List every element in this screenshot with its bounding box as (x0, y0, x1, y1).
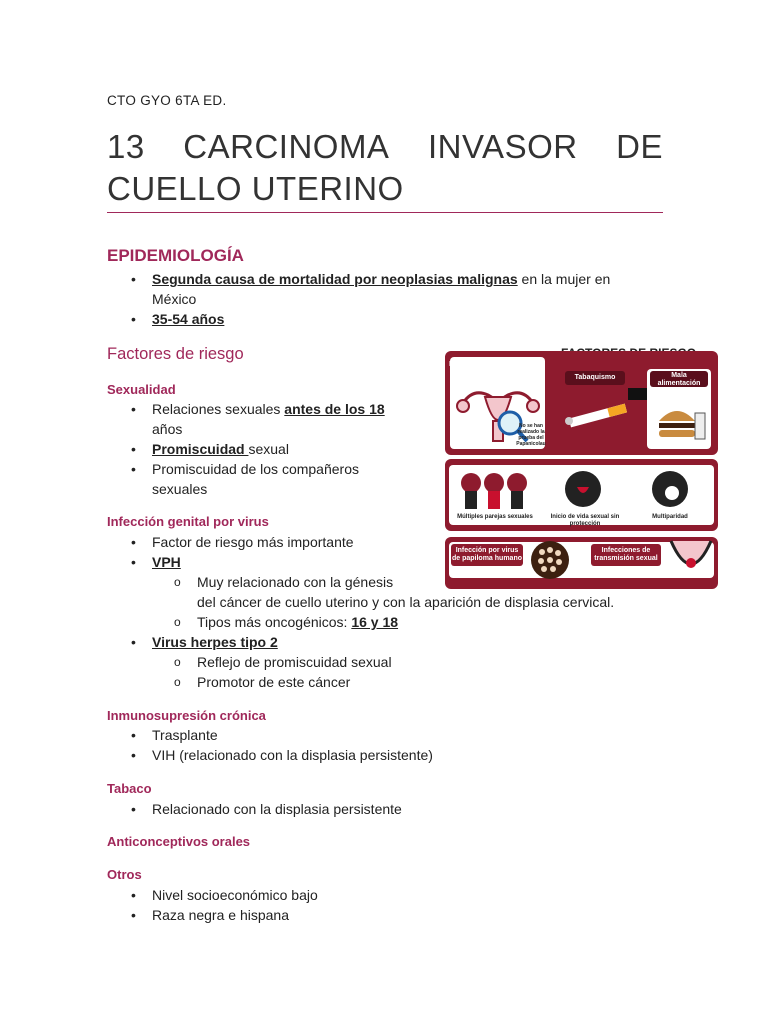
sexualidad-list (107, 399, 397, 499)
source-label: CTO GYO 6TA ED. (107, 93, 227, 108)
inmuno-list (107, 725, 607, 765)
pelvis-icon (667, 537, 715, 583)
sub-list-item: o Reflejo de promiscuidad sexual (107, 652, 687, 672)
panel-infections (445, 537, 718, 589)
page-title (107, 126, 663, 210)
pregnancy-icon (650, 469, 690, 509)
couple-icon (563, 469, 603, 509)
list-item: • 35-54 años (107, 309, 637, 329)
panel-age-habits (445, 351, 718, 455)
list-item: • VIH (relacionado con la displasia persistente) (107, 745, 607, 765)
heading-tabaco: Tabaco (107, 781, 152, 796)
heading-inmunosupresion: Inmunosupresión crónica (107, 708, 266, 723)
title-divider (107, 212, 663, 213)
people-icon (459, 471, 529, 511)
list-item: • Virus herpes tipo 2 (107, 632, 687, 652)
sub-list-item: o Tipos más oncogénicos: 16 y 18 (107, 612, 687, 632)
list-item: • Raza negra e hispana (107, 905, 607, 925)
title-word: CARCINOMA (183, 128, 390, 165)
list-item: • Trasplante (107, 725, 607, 745)
list-item: • Promiscuidad de los compañeros sexuales (107, 459, 397, 499)
heading-sexualidad: Sexualidad (107, 382, 176, 397)
list-item: • Promiscuidad sexual (107, 439, 397, 459)
multiples-label: Múltiples parejas sexuales (457, 514, 533, 520)
list-item: • Nivel socioeconómico bajo (107, 885, 607, 905)
list-item: • Segunda causa de mortalidad por neoplasias malignas en la mujer en México (107, 269, 637, 309)
title-word: DE (616, 128, 663, 165)
otros-list (107, 885, 607, 925)
vph-label: Infección por virus de papiloma humano (451, 547, 522, 562)
heading-factores: Factores de riesgo (107, 345, 244, 363)
heading-otros: Otros (107, 867, 142, 882)
papanicolau-label: No se han realizado la prueba del Papanicolau (516, 423, 546, 447)
tabaco-list (107, 799, 607, 819)
title-word: INVASOR (428, 128, 578, 165)
list-item: • VPH (107, 552, 687, 572)
risk-factors-infographic (443, 344, 718, 590)
virus-icon (529, 539, 571, 581)
list-item: • Relaciones sexuales antes de los 18 años (107, 399, 397, 439)
cigarette-icon (563, 401, 633, 431)
sub-list-item: o Promotor de este cáncer (107, 672, 687, 692)
heading-anticonceptivos: Anticonceptivos orales (107, 834, 251, 849)
burger-icon (655, 399, 707, 445)
heading-infeccion: Infección genital por virus (107, 514, 269, 529)
mala-label: Mala alimentación (657, 372, 701, 387)
inicio-label: Inicio de vida sexual sin protección (550, 514, 620, 527)
heading-epidemiologia: EPIDEMIOLOGÍA (107, 246, 244, 265)
sub-list-item: o Muy relacionado con la génesis del cáncer de cuello uterino y con la aparición de displasia cervical. (107, 572, 687, 612)
tabaquismo-label: Tabaquismo (574, 374, 616, 381)
panel-sexual-factors (445, 459, 718, 531)
title-number: 13 (107, 128, 145, 165)
multiparidad-label: Multiparidad (652, 514, 688, 520)
title-line-2: CUELLO UTERINO (107, 170, 404, 207)
list-item: • Factor de riesgo más importante (107, 532, 687, 552)
epidemiologia-list (107, 269, 637, 329)
age-label: Edad de 25-64 años (449, 359, 520, 368)
list-item: • Relacionado con la displasia persistente (107, 799, 607, 819)
its-label: Infecciones de transmisión sexual (594, 547, 658, 562)
